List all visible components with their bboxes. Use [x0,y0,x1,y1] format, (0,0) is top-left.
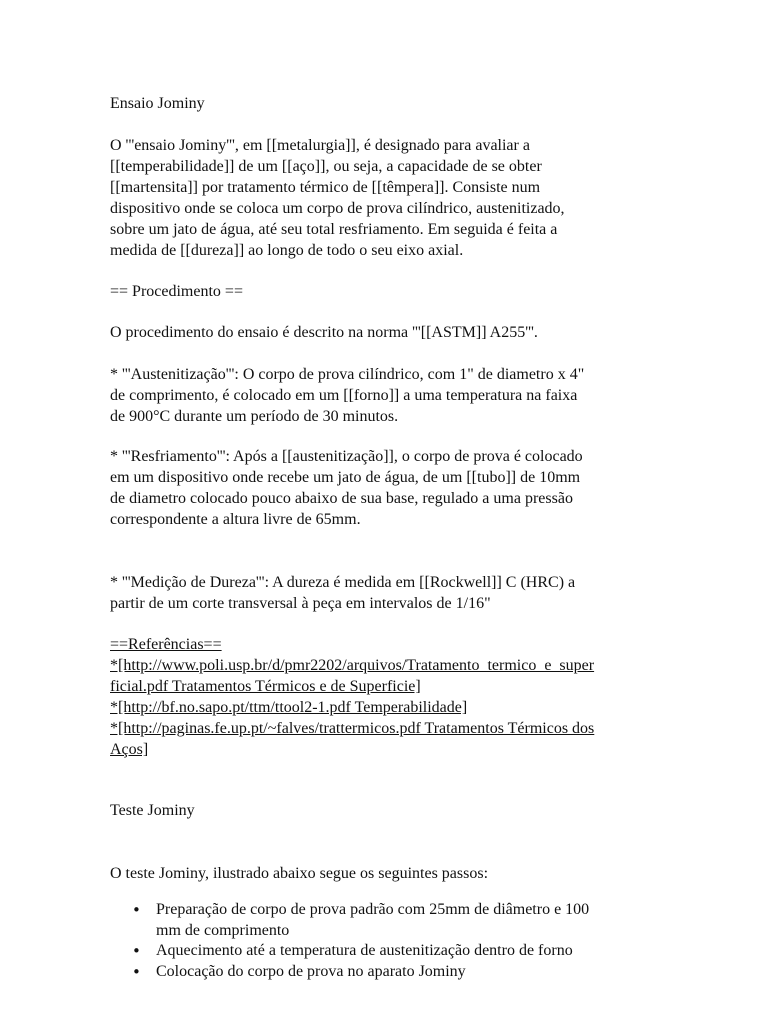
text-line: O '''ensaio Jominy''', em [[metalurgia]], é designado para avaliar a [110,137,530,154]
referencias-section [110,634,670,760]
reference-link[interactable]: *[http://paginas.fe.up.pt/~falves/trattermicos.pdf Tratamentos Térmicos dos [110,720,595,737]
heading-ensaio-jominy: Ensaio Jominy [110,95,205,112]
list-item: • Preparação de corpo de prova padrão com 25mm de diâmetro e 100 mm de comprimento [110,900,670,941]
medicao-item [110,572,670,614]
reference-link[interactable]: *[http://bf.no.sapo.pt/ttm/ttool2-1.pdf Temperabilidade] [110,699,468,716]
intro-paragraph [110,135,670,261]
steps-list [110,900,670,982]
text-line: medida de [[dureza]] ao longo de todo o seu eixo axial. [110,242,464,259]
text-line: * '''Austenitização''': O corpo de prova cilíndrico, com 1" de diametro x 4" [110,366,585,383]
list-item: • Colocação do corpo de prova no aparato Jominy [110,962,670,983]
austenitizacao-item [110,364,670,427]
text-line: correspondente a altura livre de 65mm. [110,511,361,528]
reference-link[interactable]: Aços] [110,741,149,758]
text-line: [[martensita]] por tratamento térmico de [[têmpera]]. Consiste num [110,179,541,196]
text-line: de 900°C durante um período de 30 minutos. [110,408,399,425]
list-item: • Aquecimento até a temperatura de austenitização dentro de forno [110,941,670,962]
text-line: dispositivo onde se coloca um corpo de prova cilíndrico, austenitizado, [110,200,565,217]
teste-intro: O teste Jominy, ilustrado abaixo segue os seguintes passos: [110,865,489,882]
text-line: em um dispositivo onde recebe um jato de água, de um [[tubo]] de 10mm [110,469,581,486]
text-line: de diametro colocado pouco abaixo de sua base, regulado a uma pressão [110,490,573,507]
text-line: partir de um corte transversal à peça em intervalos de 1/16" [110,595,491,612]
text-line: sobre um jato de água, até seu total resfriamento. Em seguida é feita a [110,221,558,238]
text-line: [[temperabilidade]] de um [[aço]], ou seja, a capacidade de se obter [110,158,542,175]
text-line: de comprimento, é colocado em um [[forno]] a uma temperatura na faixa [110,387,578,404]
resfriamento-item [110,446,670,530]
text-line: * '''Medição de Dureza''': A dureza é medida em [[Rockwell]] C (HRC) a [110,574,576,591]
reference-link[interactable]: *[http://www.poli.usp.br/d/pmr2202/arquivos/Tratamento_termico_e_super [110,657,595,674]
procedimento-paragraph: O procedimento do ensaio é descrito na norma '''[[ASTM]] A255'''. [110,324,538,341]
heading-teste-jominy: Teste Jominy [110,802,195,819]
referencias-heading: ==Referências== [110,636,222,653]
reference-link[interactable]: ficial.pdf Tratamentos Térmicos e de Superficie] [110,678,421,695]
procedimento-heading: == Procedimento == [110,283,243,300]
text-line: * '''Resfriamento''': Após a [[austenitização]], o corpo de prova é colocado [110,448,583,465]
